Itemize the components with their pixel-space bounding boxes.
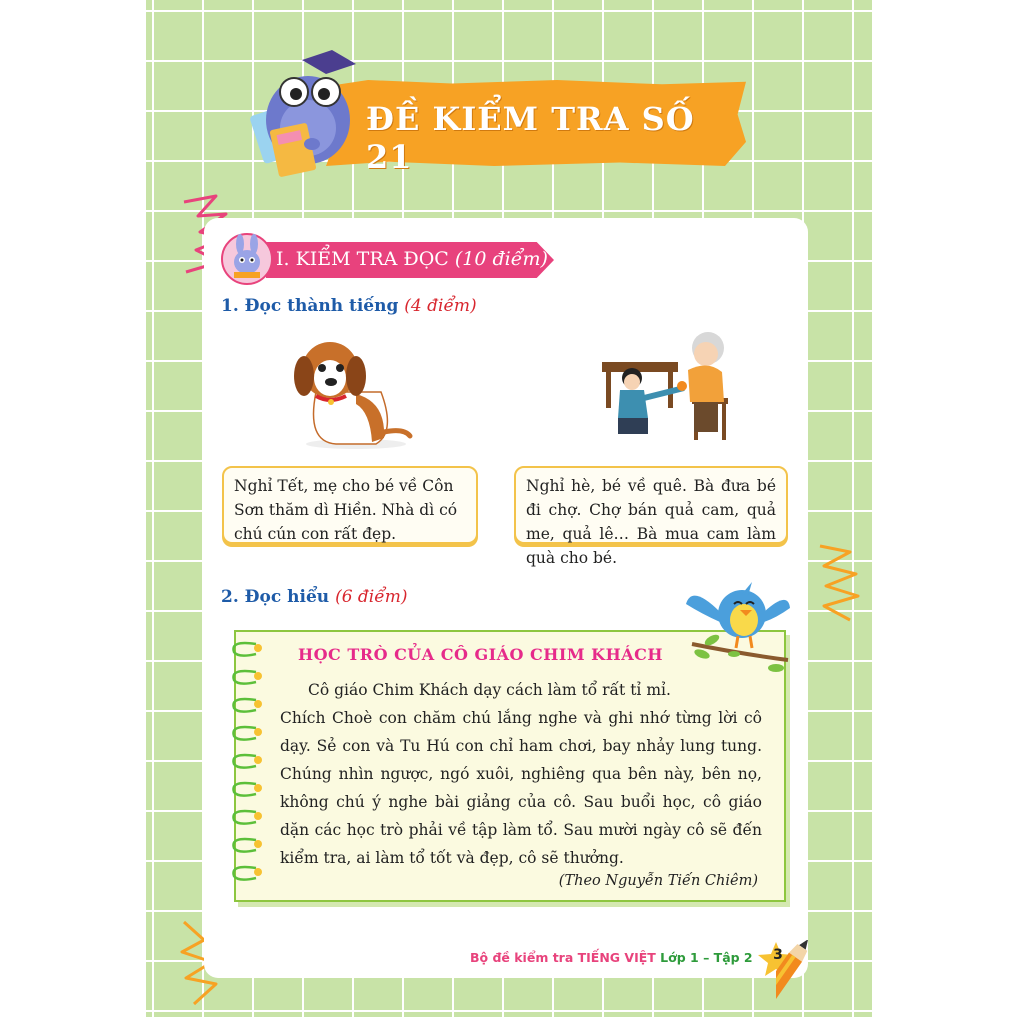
section-title (276, 248, 548, 270)
reading-box-1: Nghỉ Tết, mẹ cho bé về Côn Sơn thăm dì Hiền. Nhà dì có chú cún con rất đẹp. (222, 466, 478, 544)
story-title: HỌC TRÒ CỦA CÔ GIÁO CHIM KHÁCH (298, 645, 663, 664)
book-subject: TIẾNG VIỆT (577, 950, 656, 965)
pencil-icon (776, 940, 872, 1017)
decorative-burst-icon (810, 540, 870, 630)
part2-points: (6 điểm) (335, 587, 408, 607)
part2-heading (221, 587, 407, 607)
part1-heading (221, 296, 477, 316)
story-source: (Theo Nguyễn Tiến Chiêm) (558, 873, 758, 889)
bird-on-branch-illustration (682, 564, 792, 674)
story-body (280, 676, 762, 872)
book-prefix: Bộ đề kiểm tra (470, 950, 578, 965)
grandma-child-illustration (598, 328, 738, 448)
book-grade: Lớp 1 – Tập 2 (655, 950, 753, 965)
section-points: (10 điểm) (454, 248, 548, 270)
part1-title: 1. Đọc thành tiếng (221, 296, 399, 316)
page-title: ĐỀ KIỂM TRA SỐ 21 (366, 100, 695, 176)
dog-illustration (286, 332, 416, 452)
page-number: 3 (773, 947, 783, 963)
bunny-icon (220, 232, 274, 286)
story-paragraph: Chích Choè con chăm chú lắng nghe và ghi nhớ từng lời cô dạy. Sẻ con và Tu Hú con chỉ ham chơi, bay nhảy lung tung. Chúng nhìn ngược, ngó xuôi, nghiêng qua bên này, bên nọ, không chú ý nghe bài giảng của cô. Sau buổi học, cô giáo dặn các học trò phải về tập làm tổ. Sau mười ngày cô sẽ đến kiểm tra, ai làm tổ tốt và đẹp, cô sẽ thưởng. (280, 709, 762, 867)
story-first-line: Cô giáo Chim Khách dạy cách làm tổ rất tỉ mỉ. (308, 681, 671, 699)
page (146, 0, 872, 1017)
book-footer (470, 950, 753, 965)
spiral-binding-icon (226, 636, 266, 896)
section-title-label: I. KIỂM TRA ĐỌC (276, 248, 449, 270)
owl-mascot-icon (246, 50, 366, 180)
reading-box-2: Nghỉ hè, bé về quê. Bà đưa bé đi chợ. Chợ bán quả cam, quả me, quả lê… Bà mua cam làm quà cho bé. (514, 466, 788, 544)
part2-title: 2. Đọc hiểu (221, 587, 330, 607)
part1-points: (4 điểm) (404, 296, 477, 316)
